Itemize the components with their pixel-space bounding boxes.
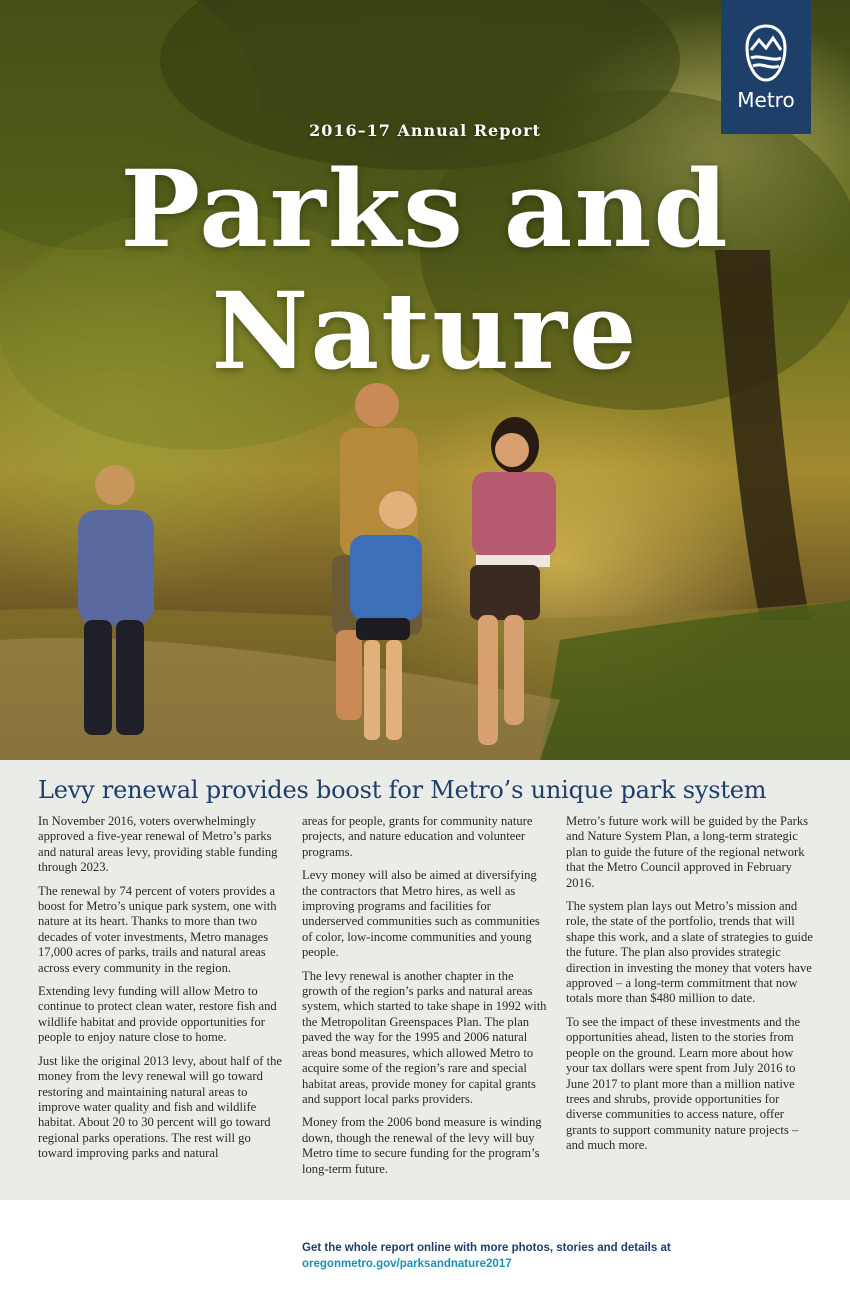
metro-logo-badge xyxy=(721,0,811,134)
paragraph: The system plan lays out Metro’s mission and role, the state of the portfolio, trends that will shape this work, and a slate of strategies to guide the future. The plan also provides strategic direction in investing the money that voters have approved – a long-term commitment that now totals more than $480 million to date. xyxy=(566,899,813,1006)
paragraph: The levy renewal is another chapter in the growth of the region’s parks and natural areas system, which started to take shape in 1992 with the Metropolitan Greenspaces Plan. The plan paved the way for the 1995 and 2006 natural areas bond measures, which allowed Metro to acquire some of the region’s rare and special habitat areas, provide money for capital grants and support local parks providers. xyxy=(302,968,547,1106)
paragraph: Just like the original 2013 levy, about half of the money from the levy renewal will go toward restoring and maintaining natural areas to improve water quality and fish and wildlife habitat. About 20 to 30 percent will go toward regional parks operations. The rest will go toward improving parks and natural xyxy=(38,1053,283,1161)
article-column-1 xyxy=(38,814,286,1170)
paragraph: Money from the 2006 bond measure is winding down, though the renewal of the levy will buy Metro time to secure funding for the program’s long-term future. xyxy=(302,1115,542,1176)
paragraph: Extending levy funding will allow Metro to continue to protect clean water, restore fish and wildlife habitat and provide opportunities for people to enjoy nature close to home. xyxy=(38,984,277,1045)
report-url-link[interactable]: oregonmetro.gov/parksandnature2017 xyxy=(302,1258,512,1270)
page-title xyxy=(0,148,850,392)
metro-logo-icon xyxy=(745,24,787,82)
title-line-1: Parks and xyxy=(120,146,730,271)
title-line-2: Nature xyxy=(211,268,639,393)
footer-text: Get the whole report online with more photos, stories and details at xyxy=(302,1242,671,1254)
paragraph: areas for people, grants for community nature projects, and nature education and volunteer programs. xyxy=(302,814,533,859)
article-headline: Levy renewal provides boost for Metro’s unique park system xyxy=(38,776,767,804)
paragraph: In November 2016, voters overwhelmingly approved a five-year renewal of Metro’s parks and natural areas levy, providing stable funding through 2023. xyxy=(38,814,278,875)
paragraph: The renewal by 74 percent of voters provides a boost for Metro’s unique park system, one with nature at its heart. Thanks to more than two decades of voter investments, Metro manages 17,000 acres of parks, trails and natural areas across every community in the region. xyxy=(38,883,277,975)
footer-callout xyxy=(302,1240,822,1272)
paragraph: Levy money will also be aimed at diversifying the contractors that Metro hires, as well as improving programs and facilities for underserved communities such as communities of color, low-income communities and young people. xyxy=(302,868,540,960)
report-kicker: 2016–17 Annual Report xyxy=(309,121,541,140)
metro-logo-text: Metro xyxy=(737,88,795,112)
article-column-3 xyxy=(566,814,814,1162)
article-column-2 xyxy=(302,814,550,1185)
child-left-figure xyxy=(78,465,154,735)
article-section xyxy=(0,760,850,1200)
paragraph: Metro’s future work will be guided by the Parks and Nature System Plan, a long-term strategic plan to guide the future of the regional network that the Metro Council approved in February 2016. xyxy=(566,814,809,890)
paragraph: To see the impact of these investments and the opportunities ahead, listen to the stories from people on the ground. Learn more about how your tax dollars were spent from July 2016 to June 2017 to plant more than a million native trees and shrubs, provide opportunities for diverse communities to access nature, offer grants to support community nature projects – and much more. xyxy=(566,1014,801,1153)
